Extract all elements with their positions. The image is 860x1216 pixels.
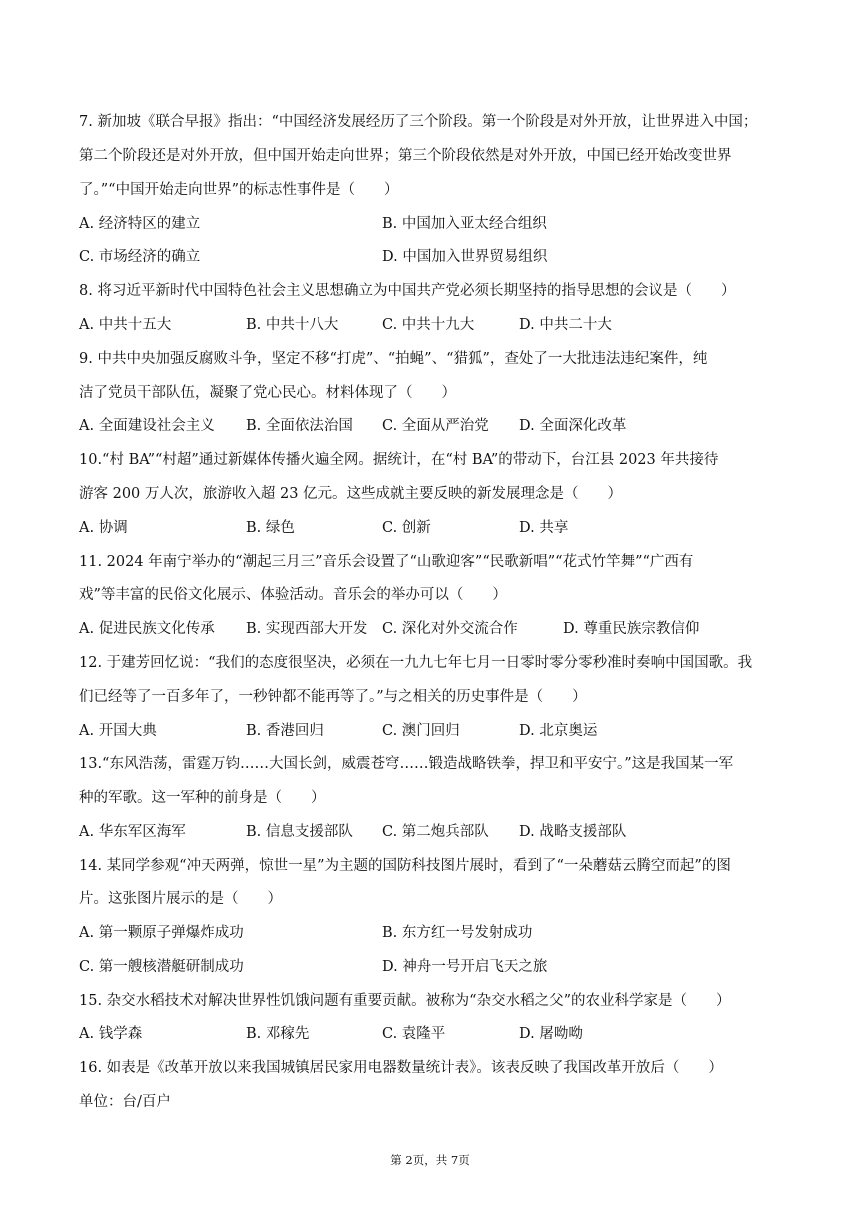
q8-option-b: B. 中共十八大 <box>246 317 339 333</box>
q10-option-d: D. 共享 <box>519 520 569 536</box>
q11-option-d: D. 尊重民族宗教信仰 <box>563 621 700 637</box>
q8-option-c: C. 中共十九大 <box>382 317 475 333</box>
q7-option-b: B. 中国加入亚太经合组织 <box>382 216 547 232</box>
page-footer: 第 2页，共 7页 <box>390 1153 470 1167</box>
q15-option-a: A. 钱学森 <box>79 1026 143 1042</box>
q10-option-c: C. 创新 <box>382 520 431 536</box>
q13-stem-line-1: 13.“东风浩荡，雷霆万钧……大国长剑，威震苍穹……锻造战略铁拳，捍卫和平安宁。”这是我国某一军 <box>79 756 734 772</box>
q16-stem-line-1: 16. 如表是《改革开放以来我国城镇居民家用电器数量统计表》。该表反映了我国改革开放后（ ） <box>79 1060 723 1076</box>
q13-option-c: C. 第二炮兵部队 <box>382 824 489 840</box>
q13-stem-line-2: 种的军歌。这一军种的前身是（ ） <box>79 790 326 806</box>
q9-stem-line-2: 洁了党员干部队伍，凝聚了党心民心。材料体现了（ ） <box>79 385 456 401</box>
q8-option-a: A. 中共十五大 <box>79 317 172 333</box>
q15-option-b: B. 邓稼先 <box>246 1026 310 1042</box>
q13-option-a: A. 华东军区海军 <box>79 824 186 840</box>
q8-stem-line-1: 8. 将习近平新时代中国特色社会主义思想确立为中国共产党必须长期坚持的指导思想的会议是（ ） <box>79 283 736 299</box>
q16-unit-label: 单位：台/百户 <box>79 1094 171 1110</box>
q12-option-a: A. 开国大典 <box>79 723 157 739</box>
q13-option-b: B. 信息支援部队 <box>246 824 353 840</box>
q12-stem-line-2: 们已经等了一百多年了，一秒钟都不能再等了。”与之相关的历史事件是（ ） <box>79 689 587 705</box>
q14-option-a: A. 第一颗原子弹爆炸成功 <box>79 925 244 941</box>
q9-option-a: A. 全面建设社会主义 <box>79 418 215 434</box>
q15-option-c: C. 袁隆平 <box>382 1026 446 1042</box>
q14-option-d: D. 神舟一号开启飞天之旅 <box>382 959 548 975</box>
q14-stem-line-1: 14. 某同学参观“冲天两弹，惊世一星”为主题的国防科技图片展时，看到了“一朵蘑菇云腾空而起”的图 <box>79 858 731 874</box>
q11-stem-line-2: 戏”等丰富的民俗文化展示、体验活动。音乐会的举办可以（ ） <box>79 587 507 603</box>
q11-stem-line-1: 11. 2024 年南宁举办的“潮起三月三”音乐会设置了“山歌迎客”“民歌新唱”“花式竹竿舞”“广西有 <box>79 554 694 570</box>
q10-stem-line-2: 游客 200 万人次，旅游收入超 23 亿元。这些成就主要反映的新发展理念是（ ） <box>79 486 623 502</box>
q7-stem-line-1: 7. 新加坡《联合早报》指出：“中国经济发展经历了三个阶段。第一个阶段是对外开放，让世界进入中国； <box>79 114 758 130</box>
q12-option-c: C. 澳门回归 <box>382 723 460 739</box>
q11-option-c: C. 深化对外交流合作 <box>382 621 518 637</box>
q12-option-d: D. 北京奥运 <box>519 723 598 739</box>
q14-option-b: B. 东方红一号发射成功 <box>382 925 533 941</box>
q9-option-d: D. 全面深化改革 <box>519 418 627 434</box>
q9-stem-line-1: 9. 中共中央加强反腐败斗争，坚定不移“打虎”、“拍蝇”、“猎狐”，查处了一大批违法违纪案件，纯 <box>79 351 708 367</box>
q12-option-b: B. 香港回归 <box>246 723 324 739</box>
q9-option-c: C. 全面从严治党 <box>382 418 489 434</box>
q14-option-c: C. 第一艘核潜艇研制成功 <box>79 959 244 975</box>
q7-stem-line-2: 第二个阶段还是对外开放，但中国开始走向世界；第三个阶段依然是对外开放，中国已经开始改变世界 <box>79 148 732 164</box>
q15-option-d: D. 屠呦呦 <box>519 1026 583 1042</box>
q7-option-a: A. 经济特区的建立 <box>79 216 201 232</box>
q14-stem-line-2: 片。这张图片展示的是（ ） <box>79 891 282 907</box>
q13-option-d: D. 战略支援部队 <box>519 824 627 840</box>
q9-option-b: B. 全面依法治国 <box>246 418 353 434</box>
q7-option-c: C. 市场经济的确立 <box>79 249 201 265</box>
q10-stem-line-1: 10.“村 BA”“村超”通过新媒体传播火遍全网。据统计，在“村 BA”的带动下，台江县 2023 年共接待 <box>79 452 719 468</box>
q8-option-d: D. 中共二十大 <box>519 317 612 333</box>
q10-option-a: A. 协调 <box>79 520 128 536</box>
q12-stem-line-1: 12. 于建芳回忆说：“我们的态度很坚决，必须在一九九七年七月一日零时零分零秒准时奏响中国国歌。我 <box>79 655 753 671</box>
q7-option-d: D. 中国加入世界贸易组织 <box>382 249 548 265</box>
q11-option-a: A. 促进民族文化传承 <box>79 621 215 637</box>
q10-option-b: B. 绿色 <box>246 520 295 536</box>
q15-stem-line-1: 15. 杂交水稻技术对解决世界性饥饿问题有重要贡献。被称为“杂交水稻之父”的农业科学家是（ ） <box>79 993 731 1009</box>
q11-option-b: B. 实现西部大开发 <box>246 621 368 637</box>
q7-stem-line-3: 了。”“中国开始走向世界”的标志性事件是（ ） <box>79 182 399 198</box>
